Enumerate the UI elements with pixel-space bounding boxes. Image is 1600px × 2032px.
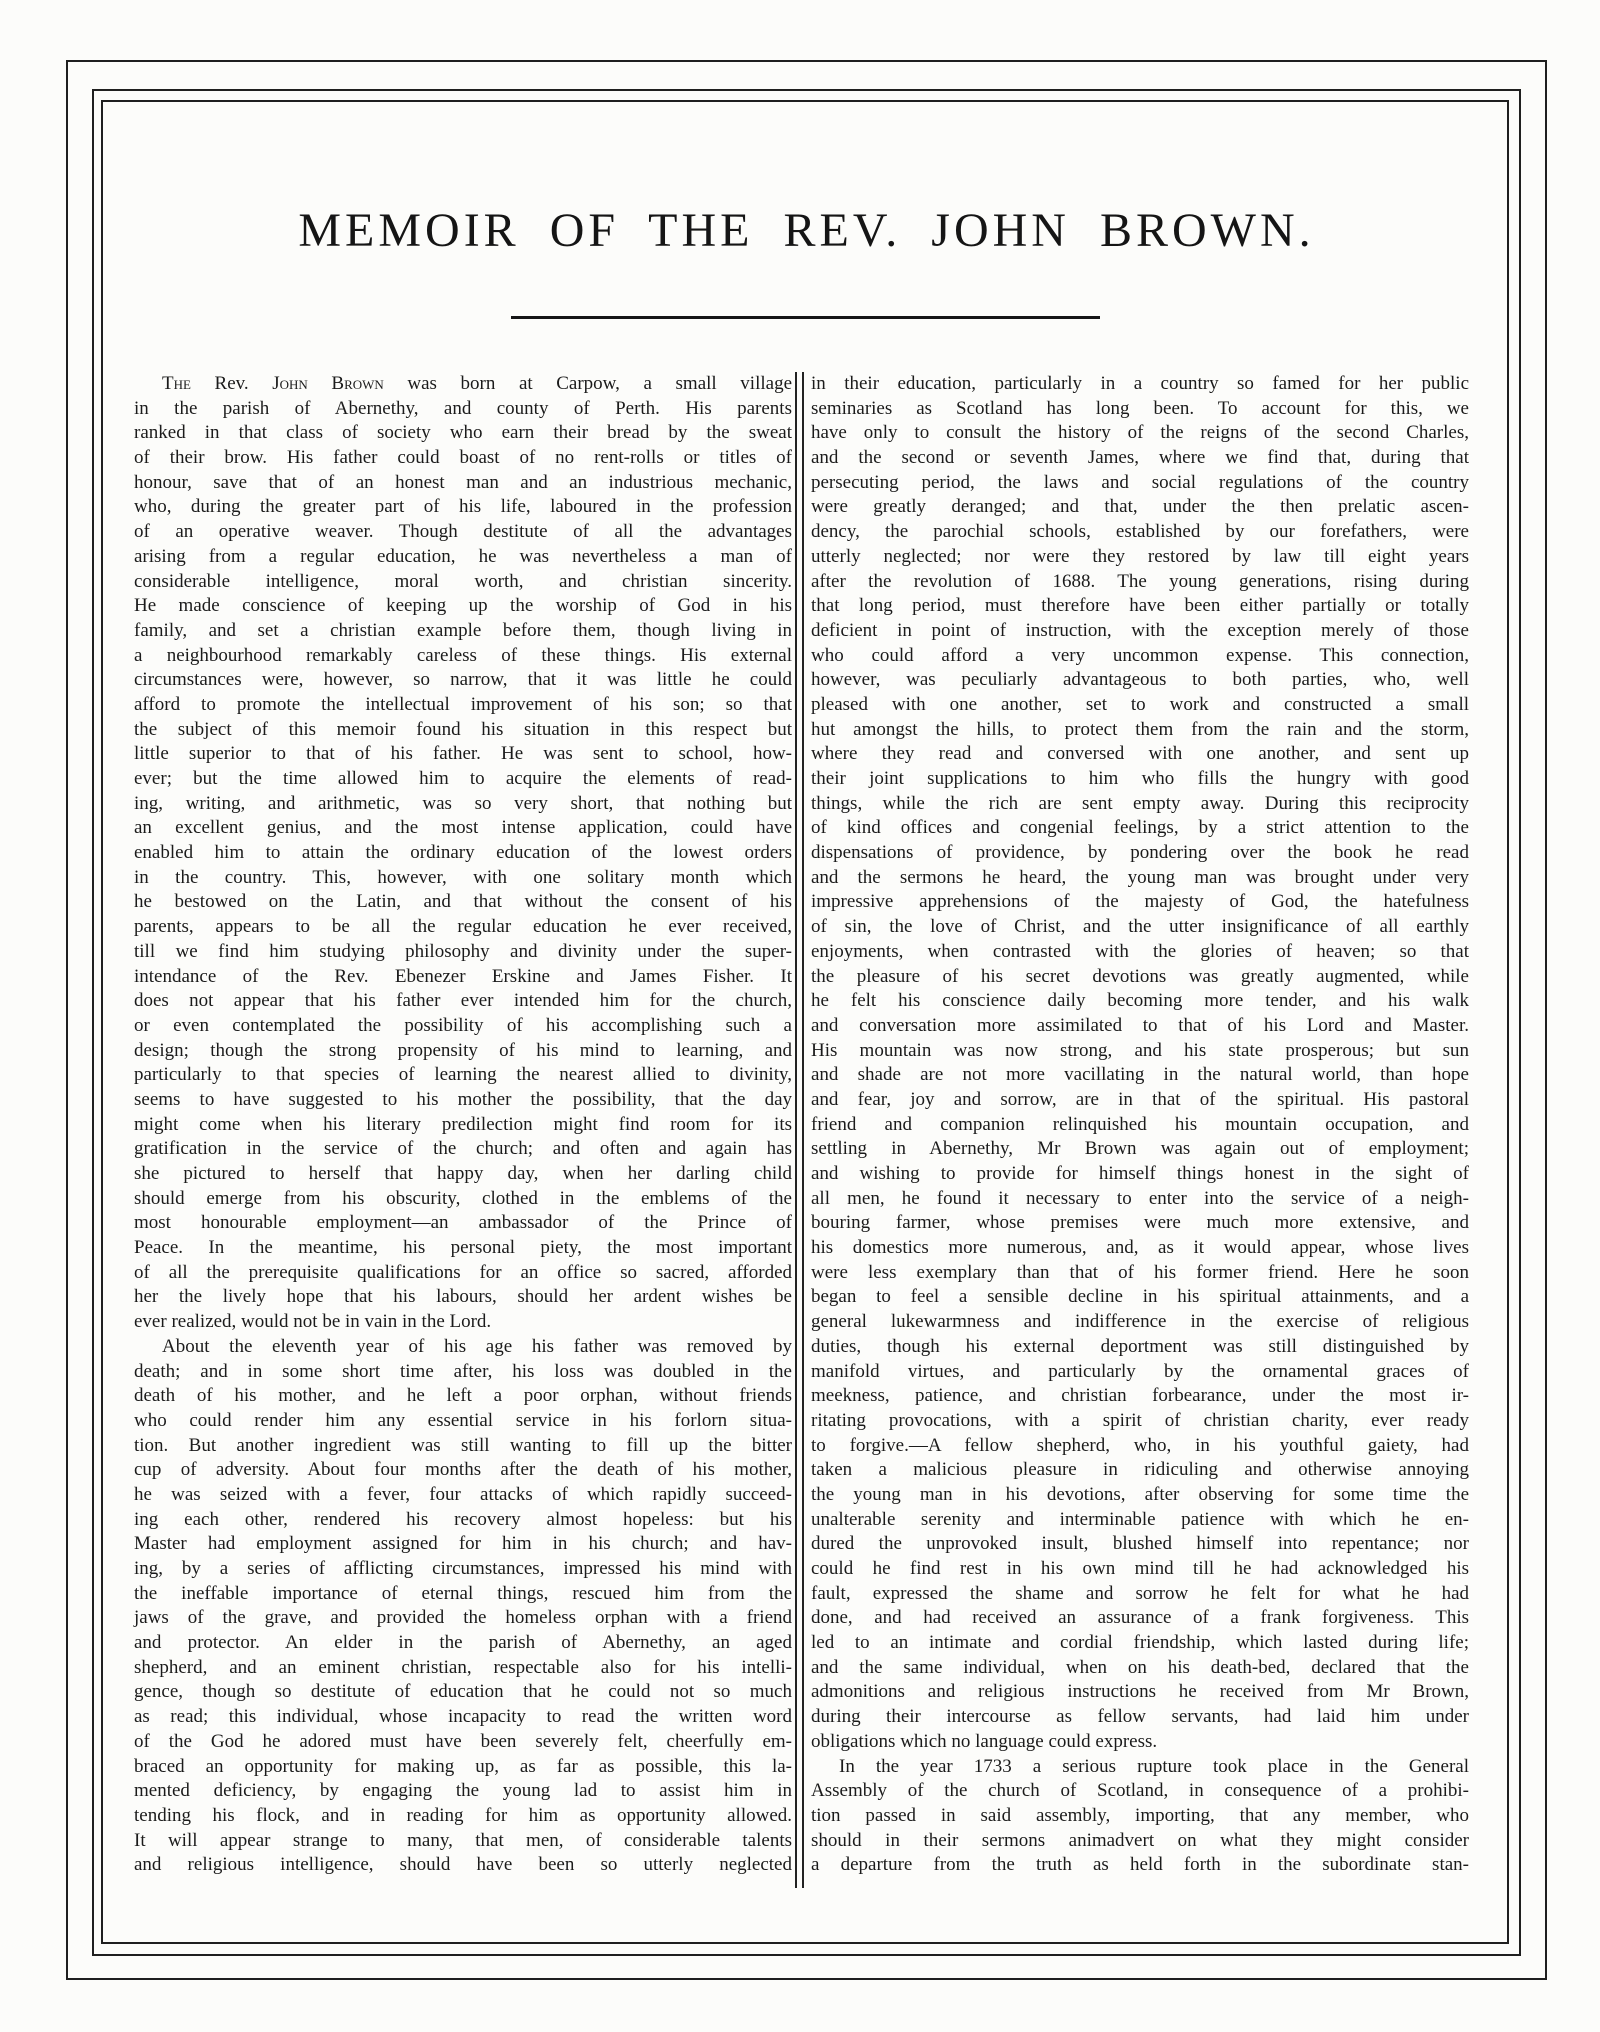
text-line: family, and set a christian example before them, though living in	[134, 619, 792, 641]
text-line: to forgive.—A fellow shepherd, who, in his youthful gaiety, had	[811, 1434, 1469, 1456]
text-line: ing, by a series of afflicting circumstances, impressed his mind with	[134, 1558, 792, 1579]
text-line: About the eleventh year of his age his father was removed by	[162, 1335, 792, 1357]
text-line: till we find him studying philosophy and divinity under the super-	[134, 940, 792, 962]
text-line: enabled him to attain the ordinary education of the lowest orders	[134, 842, 792, 864]
text-line: of the God he adored must have been severely felt, cheerfully em-	[134, 1730, 792, 1752]
text-line: and the same individual, when on his death-bed, declared that the	[811, 1656, 1469, 1678]
text-line: arising from a regular education, he was nevertheless a man of	[134, 545, 792, 567]
text-line: ranked in that class of society who earn their bread by the sweat	[134, 422, 792, 444]
text-line: jaws of the grave, and provided the homeless orphan with a friend	[134, 1607, 792, 1629]
text-line: most honourable employment—an ambassador of the Prince of	[134, 1212, 792, 1234]
text-line: death of his mother, and he left a poor orphan, without friends	[134, 1385, 792, 1407]
text-line: Peace. In the meantime, his personal piety, the most important	[134, 1237, 792, 1259]
text-line: little superior to that of his father. He was sent to school, how-	[134, 743, 792, 765]
text-line: led to an intimate and cordial friendship, which lasted during life;	[811, 1632, 1469, 1654]
text-line: In the year 1733 a serious rupture took place in the General	[839, 1755, 1469, 1777]
text-line: persecuting period, the laws and social regulations of the country	[811, 471, 1469, 493]
text-line: all men, he found it necessary to enter into the service of a neigh-	[811, 1187, 1469, 1209]
text-line: shepherd, and an eminent christian, respectable also for his intelli-	[134, 1656, 792, 1678]
text-line: the subject of this memoir found his situation in this respect but	[134, 718, 792, 740]
text-line: gratification in the service of the church; and often and again has	[134, 1138, 792, 1160]
text-line: circumstances were, however, so narrow, that it was little he could	[134, 669, 792, 691]
text-line: intendance of the Rev. Ebenezer Erskine and James Fisher. It	[134, 965, 792, 987]
text-line: ing, writing, and arithmetic, was so very short, that nothing but	[134, 792, 792, 814]
title-rule	[511, 316, 1100, 319]
text-line: were greatly deranged; and that, under the then prelatic ascen-	[811, 496, 1469, 518]
text-line: gence, though so destitute of education that he could not so much	[134, 1681, 792, 1703]
text-line: He made conscience of keeping up the worship of God in his	[134, 595, 792, 617]
text-line: have only to consult the history of the reigns of the second Charles,	[811, 422, 1469, 444]
text-line: considerable intelligence, moral worth, and christian sincerity.	[134, 570, 792, 592]
text-line: impressive apprehensions of the majesty of God, the hatefulness	[811, 891, 1469, 913]
text-line: she pictured to herself that happy day, when her darling child	[134, 1163, 792, 1184]
text-line: things, while the rich are sent empty away. During this reciprocity	[811, 792, 1469, 814]
small-caps-text: John Brown	[272, 373, 384, 394]
text-line: an excellent genius, and the most intense application, could have	[134, 817, 792, 839]
text-line: and fear, joy and sorrow, are in that of the spiritual. His pastoral	[811, 1088, 1469, 1110]
text-line: in the country. This, however, with one solitary month which	[134, 866, 792, 888]
text-line: and wishing to provide for himself things honest in the sight of	[811, 1163, 1469, 1184]
text-line: Master had employment assigned for him in his church; and hav-	[134, 1533, 792, 1555]
text-line: ever realized, would not be in vain in the Lord.	[134, 1311, 492, 1333]
text-line: settling in Abernethy, Mr Brown was again out of employment;	[811, 1138, 1469, 1160]
text-line: dispensations of providence, by pondering over the book he read	[811, 842, 1469, 864]
column-divider-rule	[802, 372, 804, 1888]
text-line: duties, though his external deportment was still distinguished by	[811, 1335, 1469, 1357]
text-line: who, during the greater part of his life, laboured in the profession	[134, 496, 792, 518]
text-line: began to feel a sensible decline in his spiritual attainments, and a	[811, 1286, 1469, 1308]
text-line: cup of adversity. About four months after the death of his mother,	[134, 1459, 792, 1481]
text-line: bouring farmer, whose premises were much more extensive, and	[811, 1212, 1469, 1234]
text-line: in the parish of Abernethy, and county of Perth. His parents	[134, 397, 792, 419]
text-line: of kind offices and congenial feelings, by a strict attention to the	[811, 817, 1469, 839]
text-segment: Rev.	[190, 373, 273, 394]
small-caps-text: The	[162, 373, 191, 394]
text-line: a neighbourhood remarkably careless of these things. His external	[134, 644, 792, 666]
text-line: and religious intelligence, should have been so utterly neglected	[134, 1854, 792, 1876]
text-line: he felt his conscience daily becoming more tender, and his walk	[811, 990, 1469, 1012]
text-line: enjoyments, when contrasted with the glories of heaven; so that	[811, 940, 1469, 962]
text-line: obligations which no language could express.	[811, 1730, 1158, 1752]
text-line: he bestowed on the Latin, and that without the consent of his	[134, 891, 792, 913]
text-segment: was born at Carpow, a small village	[383, 373, 792, 394]
text-line: dency, the parochial schools, established by our forefathers, were	[811, 521, 1469, 543]
text-line: seminaries as Scotland has long been. To account for this, we	[811, 397, 1469, 419]
left-column	[134, 372, 792, 1878]
text-line: a departure from the truth as held forth in the subordinate stan-	[811, 1854, 1469, 1876]
text-line: of all the prerequisite qualifications for an office so sacred, afforded	[134, 1261, 792, 1283]
text-line: however, was peculiarly advantageous to both parties, who, well	[811, 669, 1469, 691]
text-line: mented deficiency, by engaging the young lad to assist him in	[134, 1780, 792, 1802]
text-line: of their brow. His father could boast of no rent-rolls or titles of	[134, 447, 792, 469]
text-line: after the revolution of 1688. The young generations, rising during	[811, 570, 1469, 592]
text-line: the young man in his devotions, after observing for some time the	[811, 1483, 1469, 1505]
text-line: in their education, particularly in a country so famed for her public	[811, 373, 1469, 394]
text-line: of an operative weaver. Though destitute of all the advantages	[134, 521, 792, 543]
text-line: that long period, must therefore have been either partially or totally	[811, 595, 1469, 617]
column-divider-rule	[795, 372, 797, 1888]
text-line: and protector. An elder in the parish of Abernethy, an aged	[134, 1632, 792, 1654]
right-column	[811, 372, 1469, 1878]
text-line: her the lively hope that his labours, should her ardent wishes be	[134, 1286, 792, 1308]
page-title: MEMOIR OF THE REV. JOHN BROWN.	[298, 204, 1315, 257]
text-line: his domestics more numerous, and, as it would appear, whose lives	[811, 1237, 1469, 1259]
text-line: hut amongst the hills, to protect them from the rain and the storm,	[811, 718, 1469, 740]
text-line: tending his flock, and in reading for him as opportunity allowed.	[134, 1804, 792, 1826]
text-line: honour, save that of an honest man and an industrious mechanic,	[134, 471, 792, 493]
text-line: taken a malicious pleasure in ridiculing and otherwise annoying	[811, 1459, 1469, 1481]
text-line: might come when his literary predilection might find room for its	[134, 1113, 792, 1135]
text-line: His mountain was now strong, and his state prosperous; but sun	[811, 1039, 1469, 1061]
text-line: fault, expressed the shame and sorrow he felt for what he had	[811, 1582, 1469, 1604]
text-line: who could render him any essential service in his forlorn situa-	[134, 1409, 792, 1431]
text-line: seems to have suggested to his mother the possibility, that the day	[134, 1088, 792, 1110]
text-line: or even contemplated the possibility of his accomplishing such a	[134, 1014, 792, 1036]
text-line: and the second or seventh James, where we find that, during that	[811, 447, 1469, 469]
text-line: and conversation more assimilated to that of his Lord and Master.	[811, 1014, 1469, 1036]
text-line: ever; but the time allowed him to acquire the elements of read-	[134, 768, 792, 789]
text-line: done, and had received an assurance of a frank forgiveness. This	[811, 1607, 1469, 1629]
paragraph-block	[134, 372, 792, 1335]
text-line: of sin, the love of Christ, and the utter insignificance of all earthly	[811, 916, 1469, 938]
text-line: who could afford a very uncommon expense. This connection,	[811, 644, 1469, 666]
paragraph-block	[811, 1755, 1469, 1878]
text-line: friend and companion relinquished his mountain occupation, and	[811, 1113, 1469, 1135]
text-line: general lukewarmness and indifference in the exercise of religious	[811, 1311, 1469, 1333]
text-line: It will appear strange to many, that men, of considerable talents	[134, 1829, 792, 1851]
text-line: could he find rest in his own mind till he had acknowledged his	[811, 1558, 1469, 1579]
paragraph-block	[811, 372, 1469, 1755]
text-line: dured the unprovoked insult, blushed himself into repentance; nor	[811, 1533, 1469, 1555]
text-line: should emerge from his obscurity, clothed in the emblems of the	[134, 1187, 792, 1209]
text-line: Assembly of the church of Scotland, in consequence of a prohibi-	[811, 1780, 1469, 1802]
text-line: where they read and conversed with one another, and sent up	[811, 743, 1469, 765]
text-line: and shade are not more vacillating in the natural world, than hope	[811, 1064, 1469, 1086]
text-line: does not appear that his father ever intended him for the church,	[134, 990, 792, 1012]
text-line: and the sermons he heard, the young man was brought under very	[811, 866, 1469, 888]
text-line: the pleasure of his secret devotions was greatly augmented, while	[811, 965, 1469, 987]
text-line	[134, 372, 792, 397]
text-line: braced an opportunity for making up, as far as possible, this la-	[134, 1755, 792, 1777]
text-line: ing each other, rendered his recovery almost hopeless: but his	[134, 1508, 792, 1530]
text-line: should in their sermons animadvert on what they might consider	[811, 1829, 1469, 1851]
text-line: ritating provocations, with a spirit of christian charity, ever ready	[811, 1409, 1469, 1431]
text-line: pleased with one another, set to work and constructed a small	[811, 693, 1469, 715]
text-line: design; though the strong propensity of his mind to learning, and	[134, 1039, 792, 1061]
text-line: the ineffable importance of eternal things, rescued him from the	[134, 1582, 792, 1604]
text-line: meekness, patience, and christian forbearance, under the most ir-	[811, 1385, 1469, 1407]
text-line: particularly to that species of learning the nearest allied to divinity,	[134, 1064, 792, 1086]
text-line: as read; this individual, whose incapacity to read the written word	[134, 1706, 792, 1728]
text-line: were less exemplary than that of his former friend. Here he soon	[811, 1261, 1469, 1283]
text-line: their joint supplications to him who fills the hungry with good	[811, 768, 1469, 789]
text-line: tion passed in said assembly, importing, that any member, who	[811, 1804, 1469, 1826]
text-line: manifold virtues, and particularly by the ornamental graces of	[811, 1360, 1469, 1382]
text-line: tion. But another ingredient was still wanting to fill up the bitter	[134, 1434, 792, 1456]
text-line: parents, appears to be all the regular education he ever received,	[134, 916, 792, 938]
text-line: unalterable serenity and interminable patience with which he en-	[811, 1508, 1469, 1530]
text-line: death; and in some short time after, his loss was doubled in the	[134, 1360, 792, 1382]
text-line: he was seized with a fever, four attacks of which rapidly succeed-	[134, 1483, 792, 1505]
text-line: afford to promote the intellectual improvement of his son; so that	[134, 693, 792, 715]
text-line: during their intercourse as fellow servants, had laid him under	[811, 1706, 1469, 1728]
text-line: deficient in point of instruction, with the exception merely of those	[811, 619, 1469, 641]
text-line: admonitions and religious instructions he received from Mr Brown,	[811, 1681, 1469, 1703]
paragraph-block	[134, 1335, 792, 1878]
text-line: utterly neglected; nor were they restored by law till eight years	[811, 545, 1469, 567]
